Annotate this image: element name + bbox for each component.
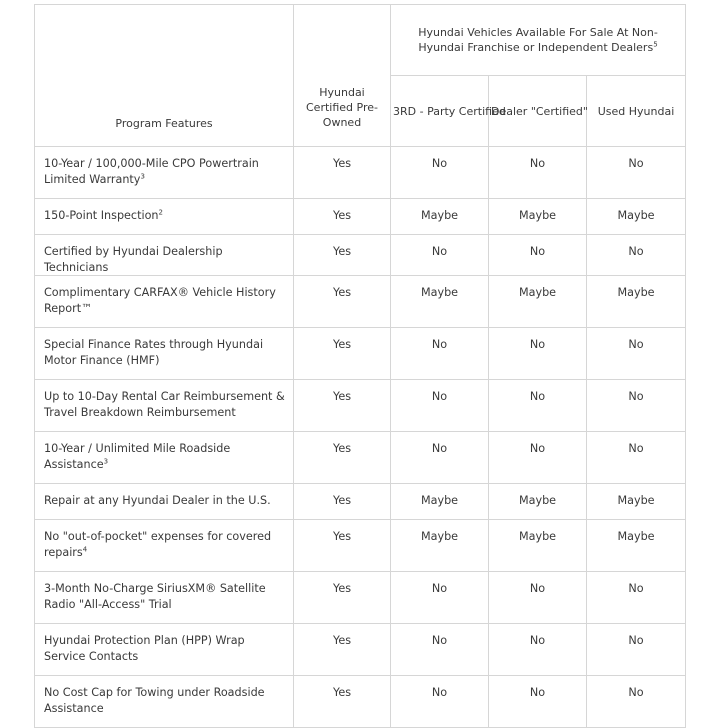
third-party-value: No bbox=[391, 380, 489, 432]
feature-cell bbox=[35, 484, 294, 520]
dealer-certified-value: No bbox=[489, 147, 587, 199]
feature-label: Hyundai Protection Plan (HPP) Wrap Service Contacts bbox=[44, 634, 245, 663]
footnote-marker: 4 bbox=[82, 544, 88, 553]
table-row bbox=[35, 147, 686, 199]
cpo-value: Yes bbox=[294, 484, 391, 520]
cpo-value: Yes bbox=[294, 235, 391, 276]
footnote-marker: 3 bbox=[140, 171, 145, 180]
feature-label: 10-Year / 100,000-Mile CPO Powertrain Limited Warranty bbox=[44, 157, 259, 186]
cpo-value: Yes bbox=[294, 328, 391, 380]
table-row bbox=[35, 235, 686, 276]
used-hyundai-value: No bbox=[587, 676, 686, 728]
third-party-value: No bbox=[391, 235, 489, 276]
feature-label: Special Finance Rates through Hyundai Motor Finance (HMF) bbox=[44, 338, 264, 367]
dealer-certified-value: No bbox=[489, 624, 587, 676]
feature-cell bbox=[35, 624, 294, 676]
table-row bbox=[35, 624, 686, 676]
cpo-value: Yes bbox=[294, 276, 391, 328]
used-hyundai-value: No bbox=[587, 624, 686, 676]
used-hyundai-value: Maybe bbox=[587, 520, 686, 572]
feature-label: Complimentary CARFAX® Vehicle History Report™ bbox=[44, 286, 276, 315]
footnote-marker: 3 bbox=[103, 456, 109, 465]
header-group-title: Hyundai Vehicles Available For Sale At Non-Hyundai Franchise or Independent Dealers bbox=[418, 26, 658, 54]
feature-cell bbox=[35, 147, 294, 199]
dealer-certified-value: No bbox=[489, 235, 587, 276]
table-row bbox=[35, 199, 686, 235]
used-hyundai-value: No bbox=[587, 235, 686, 276]
feature-label: 150-Point Inspection bbox=[44, 209, 159, 222]
table-row bbox=[35, 380, 686, 432]
cpo-value: Yes bbox=[294, 572, 391, 624]
table-row bbox=[35, 484, 686, 520]
dealer-certified-value: No bbox=[489, 572, 587, 624]
cpo-value: Yes bbox=[294, 676, 391, 728]
header-group-note: 5 bbox=[653, 40, 658, 49]
cpo-value: Yes bbox=[294, 520, 391, 572]
feature-label: Up to 10-Day Rental Car Reimbursement & Travel Breakdown Reimbursement bbox=[44, 390, 285, 419]
third-party-value: No bbox=[391, 624, 489, 676]
footnote-marker: 2 bbox=[158, 208, 163, 217]
header-third-party: 3RD - Party Certified bbox=[391, 76, 489, 147]
third-party-value: No bbox=[391, 147, 489, 199]
header-dealer-certified: Dealer "Certified" bbox=[489, 76, 587, 147]
dealer-certified-value: Maybe bbox=[489, 520, 587, 572]
header-program-features: Program Features bbox=[35, 5, 294, 147]
feature-cell bbox=[35, 276, 294, 328]
header-hyundai-cpo: Hyundai Certified Pre-Owned bbox=[294, 5, 391, 147]
third-party-value: Maybe bbox=[391, 520, 489, 572]
third-party-value: No bbox=[391, 676, 489, 728]
feature-cell bbox=[35, 235, 294, 276]
feature-label: 10-Year / Unlimited Mile Roadside Assistance bbox=[44, 442, 231, 471]
third-party-value: No bbox=[391, 432, 489, 484]
feature-label: No Cost Cap for Towing under Roadside Assistance bbox=[44, 686, 265, 715]
feature-label: Certified by Hyundai Dealership Technicians bbox=[44, 245, 223, 274]
table-row bbox=[35, 328, 686, 380]
table-row bbox=[35, 572, 686, 624]
header-used-hyundai: Used Hyundai bbox=[587, 76, 686, 147]
feature-cell bbox=[35, 520, 294, 572]
table-row bbox=[35, 520, 686, 572]
cpo-value: Yes bbox=[294, 199, 391, 235]
header-non-hyundai-group bbox=[391, 5, 686, 76]
feature-label: Repair at any Hyundai Dealer in the U.S. bbox=[44, 494, 271, 507]
feature-cell bbox=[35, 199, 294, 235]
third-party-value: Maybe bbox=[391, 199, 489, 235]
dealer-certified-value: Maybe bbox=[489, 484, 587, 520]
feature-cell bbox=[35, 572, 294, 624]
dealer-certified-value: No bbox=[489, 432, 587, 484]
used-hyundai-value: No bbox=[587, 147, 686, 199]
dealer-certified-value: Maybe bbox=[489, 199, 587, 235]
dealer-certified-value: No bbox=[489, 676, 587, 728]
cpo-value: Yes bbox=[294, 147, 391, 199]
used-hyundai-value: No bbox=[587, 432, 686, 484]
cpo-value: Yes bbox=[294, 432, 391, 484]
feature-cell bbox=[35, 432, 294, 484]
cpo-value: Yes bbox=[294, 380, 391, 432]
table-row bbox=[35, 432, 686, 484]
third-party-value: Maybe bbox=[391, 276, 489, 328]
used-hyundai-value: No bbox=[587, 380, 686, 432]
third-party-value: No bbox=[391, 328, 489, 380]
third-party-value: Maybe bbox=[391, 484, 489, 520]
used-hyundai-value: Maybe bbox=[587, 276, 686, 328]
used-hyundai-value: No bbox=[587, 328, 686, 380]
feature-label: 3-Month No-Charge SiriusXM® Satellite Radio "All-Access" Trial bbox=[44, 582, 266, 611]
third-party-value: No bbox=[391, 572, 489, 624]
used-hyundai-value: Maybe bbox=[587, 199, 686, 235]
cpo-value: Yes bbox=[294, 624, 391, 676]
dealer-certified-value: No bbox=[489, 380, 587, 432]
dealer-certified-value: No bbox=[489, 328, 587, 380]
used-hyundai-value: Maybe bbox=[587, 484, 686, 520]
feature-cell bbox=[35, 328, 294, 380]
dealer-certified-value: Maybe bbox=[489, 276, 587, 328]
comparison-table bbox=[34, 4, 686, 728]
table-row bbox=[35, 276, 686, 328]
feature-cell bbox=[35, 380, 294, 432]
used-hyundai-value: No bbox=[587, 572, 686, 624]
feature-label: No "out-of-pocket" expenses for covered repairs bbox=[44, 530, 272, 559]
